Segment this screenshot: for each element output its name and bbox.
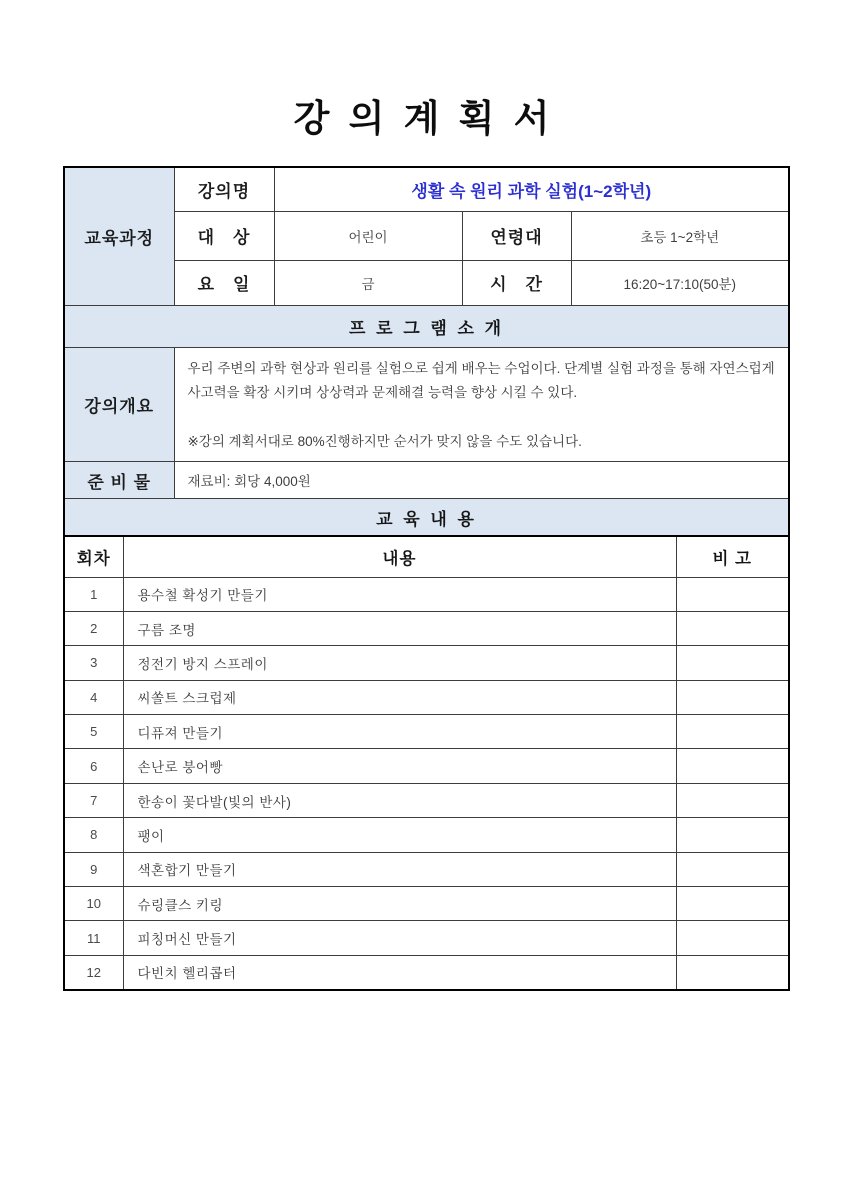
time-label: 시 간 xyxy=(462,260,571,305)
session-note xyxy=(676,783,789,817)
session-number: 11 xyxy=(64,921,123,955)
session-row xyxy=(64,852,789,886)
sessions-body xyxy=(64,577,789,990)
curriculum-section-label: 교육과정 xyxy=(64,167,174,305)
overview-body-text: 우리 주변의 과학 현상과 원리를 실험으로 쉽게 배우는 수업이다. 단계별 실험 과정을 통해 자연스럽게 사고력을 확장 시키며 상상력과 문제해결 능력을 향상 시킬 수 있다. xyxy=(187,360,775,401)
course-name-row xyxy=(64,167,789,211)
overview-text-cell xyxy=(174,347,789,462)
session-content: 피칭머신 만들기 xyxy=(123,921,676,955)
session-note xyxy=(676,921,789,955)
session-row xyxy=(64,955,789,989)
session-number: 9 xyxy=(64,852,123,886)
age-group-label: 연령대 xyxy=(462,211,571,260)
materials-row xyxy=(64,462,789,499)
column-note: 비 고 xyxy=(676,536,789,577)
session-content: 색혼합기 만들기 xyxy=(123,852,676,886)
session-number: 4 xyxy=(64,680,123,714)
document-title: 강 의 계 획 서 xyxy=(293,99,555,140)
session-number: 6 xyxy=(64,749,123,783)
session-number: 5 xyxy=(64,715,123,749)
course-name-label: 강의명 xyxy=(174,167,274,211)
column-content: 내용 xyxy=(123,536,676,577)
materials-label: 준 비 물 xyxy=(64,462,174,499)
session-note xyxy=(676,887,789,921)
session-content: 손난로 붕어빵 xyxy=(123,749,676,783)
column-session-number: 회차 xyxy=(64,536,123,577)
session-number: 2 xyxy=(64,611,123,645)
session-number: 1 xyxy=(64,577,123,611)
session-row xyxy=(64,887,789,921)
session-content: 용수철 확성기 만들기 xyxy=(123,577,676,611)
session-note xyxy=(676,577,789,611)
course-name-value: 생활 속 원리 과학 실험(1~2학년) xyxy=(274,167,789,211)
session-content: 다빈치 헬리콥터 xyxy=(123,955,676,989)
session-number: 10 xyxy=(64,887,123,921)
age-group-value: 초등 1~2학년 xyxy=(571,211,789,260)
session-row xyxy=(64,680,789,714)
session-number: 7 xyxy=(64,783,123,817)
content-section-header: 교 육 내 용 xyxy=(64,499,789,537)
session-content: 구름 조명 xyxy=(123,611,676,645)
materials-value: 재료비: 회당 4,000원 xyxy=(174,462,789,499)
session-content: 한송이 꽃다발(빛의 반사) xyxy=(123,783,676,817)
session-note xyxy=(676,646,789,680)
overview-label: 강의개요 xyxy=(64,347,174,462)
session-content: 슈링클스 키링 xyxy=(123,887,676,921)
session-note xyxy=(676,680,789,714)
session-content: 디퓨져 만들기 xyxy=(123,715,676,749)
session-note xyxy=(676,715,789,749)
session-row xyxy=(64,715,789,749)
session-note xyxy=(676,955,789,989)
program-intro-band xyxy=(64,305,789,347)
sessions-header-row xyxy=(64,536,789,577)
content-band xyxy=(64,499,789,537)
session-row xyxy=(64,818,789,852)
sessions-table xyxy=(63,535,790,991)
target-value: 어린이 xyxy=(274,211,462,260)
session-row xyxy=(64,577,789,611)
time-value: 16:20~17:10(50분) xyxy=(571,260,789,305)
day-label: 요 일 xyxy=(174,260,274,305)
session-note xyxy=(676,818,789,852)
target-label: 대 상 xyxy=(174,211,274,260)
session-content: 팽이 xyxy=(123,818,676,852)
session-content: 정전기 방지 스프레이 xyxy=(123,646,676,680)
session-row xyxy=(64,783,789,817)
session-number: 3 xyxy=(64,646,123,680)
session-row xyxy=(64,921,789,955)
session-content: 씨쏠트 스크럽제 xyxy=(123,680,676,714)
session-number: 12 xyxy=(64,955,123,989)
session-row xyxy=(64,646,789,680)
session-row xyxy=(64,749,789,783)
session-number: 8 xyxy=(64,818,123,852)
overview-row xyxy=(64,347,789,462)
overview-note-text: ※강의 계획서대로 80%진행하지만 순서가 맞지 않을 수도 있습니다. xyxy=(187,434,582,450)
course-overview-table xyxy=(63,166,790,538)
program-intro-header: 프 로 그 램 소 개 xyxy=(64,305,789,347)
session-note xyxy=(676,611,789,645)
session-note xyxy=(676,852,789,886)
day-value: 금 xyxy=(274,260,462,305)
session-row xyxy=(64,611,789,645)
session-note xyxy=(676,749,789,783)
